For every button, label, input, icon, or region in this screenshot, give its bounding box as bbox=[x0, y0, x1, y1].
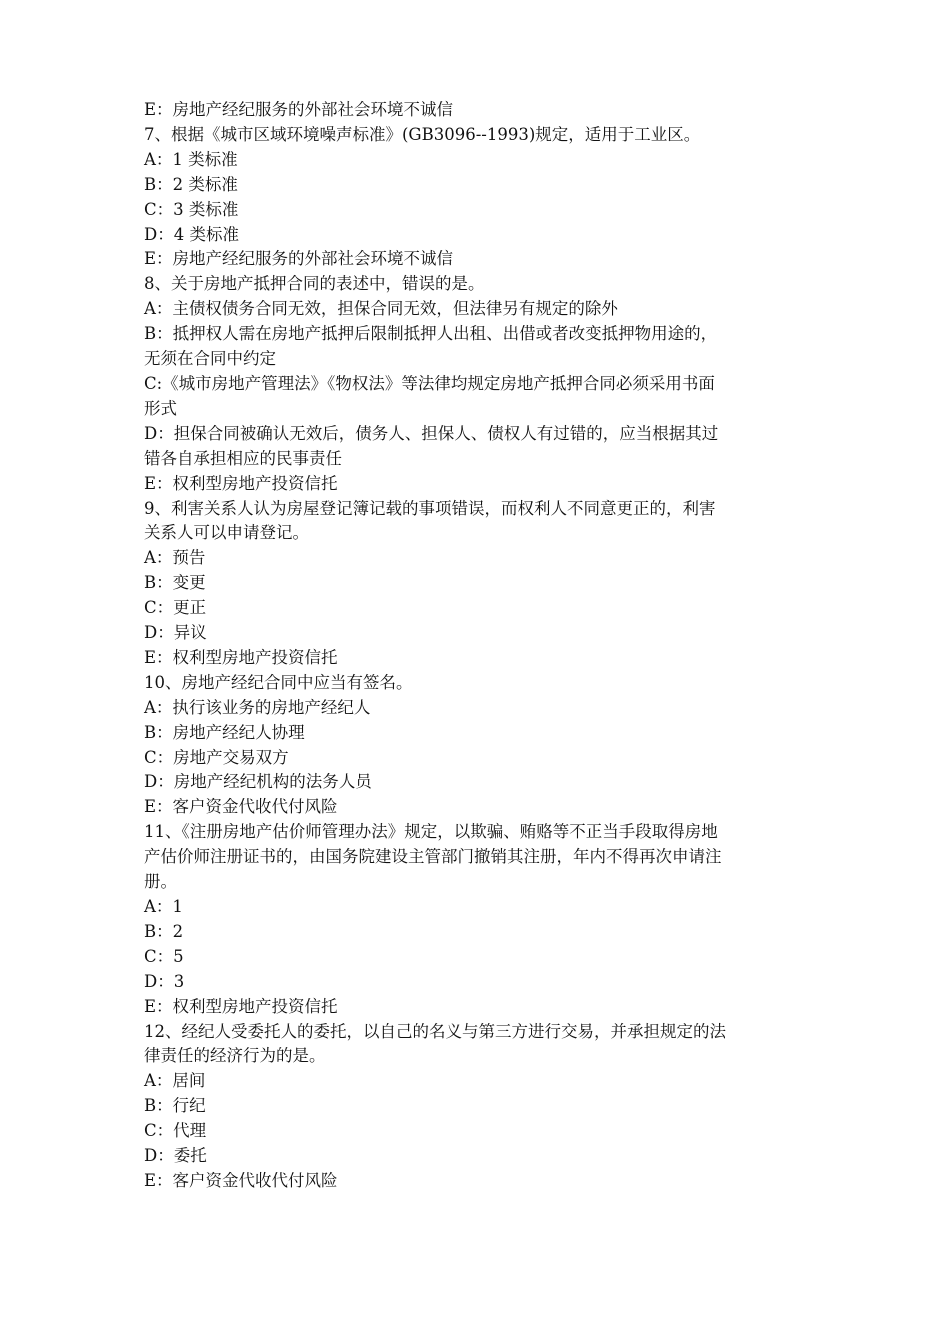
question-12-line1: 12、经纪人受委托人的委托，以自己的名义与第三方进行交易，并承担规定的法 bbox=[144, 1021, 726, 1041]
document-body bbox=[144, 98, 814, 1194]
option-e-q11: E：权利型房地产投资信托 bbox=[144, 996, 338, 1016]
question-10: 10、房地产经纪合同中应当有签名。 bbox=[144, 672, 413, 692]
option-d-q9: D：异议 bbox=[144, 623, 207, 643]
option-a-q9: A：预告 bbox=[144, 548, 206, 568]
option-c-q9: C：更正 bbox=[144, 598, 207, 618]
option-a-q7: A：1 类标准 bbox=[144, 149, 238, 169]
option-e-q12: E：客户资金代收代付风险 bbox=[144, 1170, 338, 1190]
option-c-q10: C：房地产交易双方 bbox=[144, 747, 289, 767]
option-c-q12: C：代理 bbox=[144, 1121, 207, 1141]
option-a-q8: A：主债权债务合同无效，担保合同无效，但法律另有规定的除外 bbox=[144, 299, 618, 319]
option-d-q8-line1: D：担保合同被确认无效后，债务人、担保人、债权人有过错的，应当根据其过 bbox=[144, 423, 719, 443]
question-7: 7、根据《城市区域环境噪声标准》(GB3096--1993)规定，适用于工业区。 bbox=[144, 124, 701, 144]
question-9-line2: 关系人可以申请登记。 bbox=[144, 523, 309, 543]
option-c-q7: C：3 类标准 bbox=[144, 199, 239, 219]
option-d-q11: D：3 bbox=[144, 971, 185, 991]
option-e-q9: E：权利型房地产投资信托 bbox=[144, 647, 338, 667]
question-12-line2: 律责任的经济行为的是。 bbox=[144, 1046, 326, 1066]
option-b-q12: B：行纪 bbox=[144, 1096, 206, 1116]
option-b-q9: B：变更 bbox=[144, 573, 206, 593]
option-b-q8-line2: 无须在合同中约定 bbox=[144, 349, 276, 369]
option-b-q10: B：房地产经纪人协理 bbox=[144, 722, 305, 742]
question-11-line1: 11、《注册房地产估价师管理办法》规定，以欺骗、贿赂等不正当手段取得房地 bbox=[144, 822, 718, 842]
option-b-q8-line1: B：抵押权人需在房地产抵押后限制抵押人出租、出借或者改变抵押物用途的， bbox=[144, 324, 718, 344]
option-e-q10: E：客户资金代收代付风险 bbox=[144, 797, 338, 817]
option-d-q7: D：4 类标准 bbox=[144, 224, 239, 244]
option-c-q11: C：5 bbox=[144, 946, 184, 966]
option-e-q6: E：房地产经纪服务的外部社会环境不诚信 bbox=[144, 100, 454, 119]
option-b-q11: B：2 bbox=[144, 921, 184, 941]
question-9-line1: 9、利害关系人认为房屋登记簿记载的事项错误，而权利人不同意更正的，利害 bbox=[144, 498, 716, 518]
option-a-q12: A：居间 bbox=[144, 1071, 206, 1091]
option-a-q10: A：执行该业务的房地产经纪人 bbox=[144, 697, 371, 717]
option-d-q8-line2: 错各自承担相应的民事责任 bbox=[144, 448, 342, 468]
option-d-q10: D：房地产经纪机构的法务人员 bbox=[144, 772, 372, 792]
question-11-line3: 册。 bbox=[144, 872, 177, 892]
option-d-q12: D：委托 bbox=[144, 1146, 207, 1166]
option-c-q8-line1: C:《城市房地产管理法》《物权法》等法律均规定房地产抵押合同必须采用书面 bbox=[144, 373, 715, 393]
option-c-q8-line2: 形式 bbox=[144, 398, 177, 418]
option-e-q7: E：房地产经纪服务的外部社会环境不诚信 bbox=[144, 249, 454, 269]
question-11-line2: 产估价师注册证书的，由国务院建设主管部门撤销其注册，年内不得再次申请注 bbox=[144, 847, 722, 867]
option-e-q8: E：权利型房地产投资信托 bbox=[144, 473, 338, 493]
option-a-q11: A：1 bbox=[144, 897, 183, 916]
option-b-q7: B：2 类标准 bbox=[144, 174, 238, 194]
question-8: 8、关于房地产抵押合同的表述中，错误的是。 bbox=[144, 274, 485, 294]
